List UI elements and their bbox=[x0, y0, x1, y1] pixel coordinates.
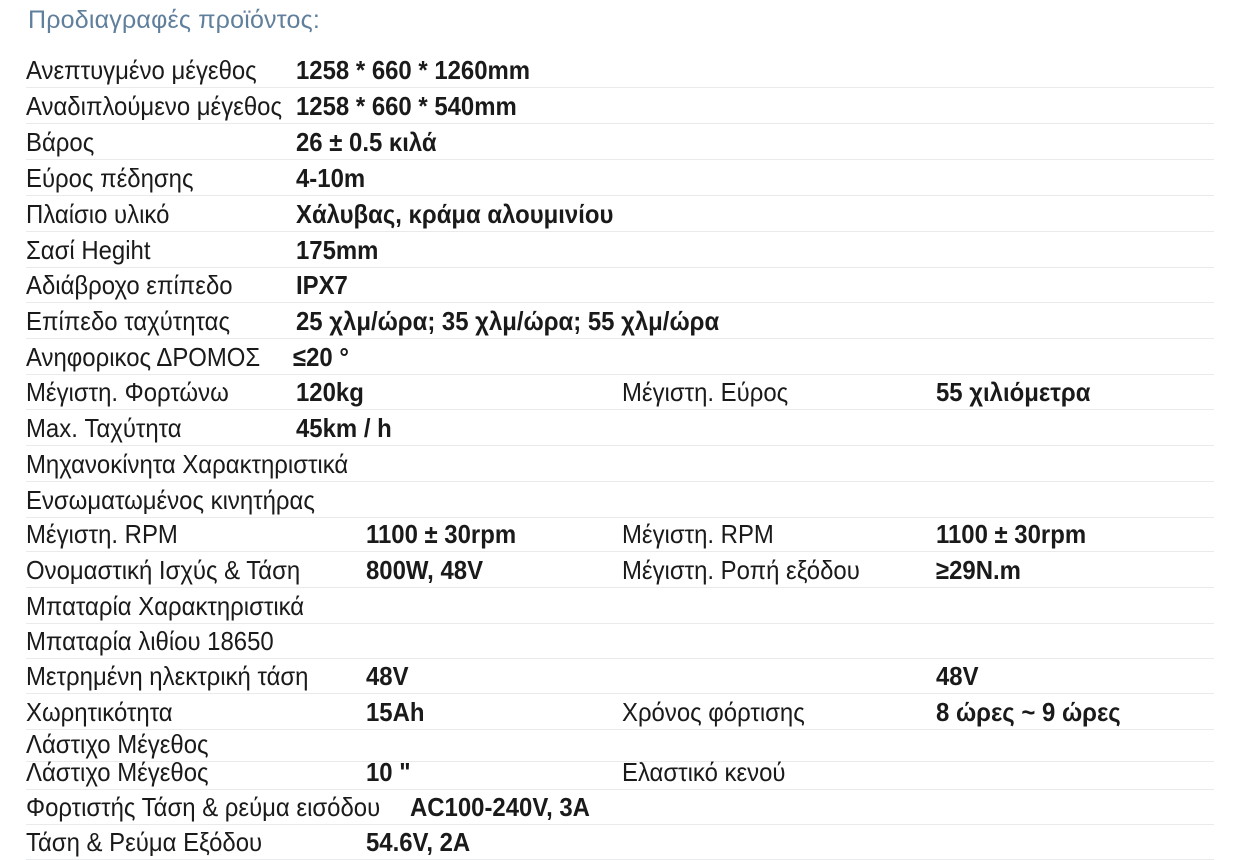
spec-label: Εύρος πέδησης bbox=[26, 163, 194, 193]
spec-label: Ενσωματωμένος κινητήρας bbox=[26, 485, 315, 515]
spec-value: 10 " bbox=[366, 757, 411, 787]
spec-row bbox=[26, 553, 1214, 588]
spec-label: Φορτιστής Τάση & ρεύμα εισόδου bbox=[26, 792, 381, 822]
spec-value: 15Ah bbox=[366, 697, 425, 727]
spec-row bbox=[26, 304, 1214, 339]
spec-label: Μηχανοκίνητα Χαρακτηριστικά bbox=[26, 449, 349, 479]
spec-row bbox=[26, 624, 1214, 659]
spec-value-secondary: 8 ώρες ~ 9 ώρες bbox=[936, 697, 1121, 727]
spec-value: 1100 ± 30rpm bbox=[366, 519, 517, 549]
spec-label: Ονομαστική Ισχύς & Τάση bbox=[26, 555, 301, 585]
spec-value: 4-10m bbox=[296, 163, 366, 193]
spec-value: 120kg bbox=[296, 377, 364, 407]
spec-row bbox=[26, 589, 1214, 624]
spec-row bbox=[26, 340, 1214, 375]
spec-value: 48V bbox=[366, 661, 409, 691]
spec-label: Αναδιπλούμενο μέγεθος bbox=[26, 91, 282, 121]
spec-label: Max. Ταχύτητα bbox=[26, 413, 182, 443]
spec-row bbox=[26, 268, 1214, 303]
spec-label-secondary: Χρόνος φόρτισης bbox=[622, 697, 805, 727]
spec-row bbox=[26, 89, 1214, 124]
spec-row bbox=[26, 197, 1214, 232]
spec-row bbox=[26, 790, 1214, 825]
spec-value: 45km / h bbox=[296, 413, 392, 443]
spec-label: Επίπεδο ταχύτητας bbox=[26, 306, 231, 336]
spec-row bbox=[26, 447, 1214, 482]
spec-label: Μπαταρία λιθίου 18650 bbox=[26, 626, 274, 656]
spec-value: 175mm bbox=[296, 235, 379, 265]
spec-value: 1258 * 660 * 540mm bbox=[296, 91, 517, 121]
spec-row bbox=[26, 53, 1214, 88]
spec-label: Μπαταρία Χαρακτηριστικά bbox=[26, 591, 305, 621]
spec-row bbox=[26, 517, 1214, 552]
spec-row bbox=[26, 483, 1214, 518]
spec-row bbox=[26, 659, 1214, 694]
spec-row bbox=[26, 125, 1214, 160]
spec-value: Χάλυβας, κράμα αλουμινίου bbox=[296, 199, 614, 229]
spec-value: ≤20 ° bbox=[293, 342, 349, 372]
spec-label-secondary: Μέγιστη. RPM bbox=[622, 519, 774, 549]
spec-label: Χωρητικότητα bbox=[26, 697, 173, 727]
spec-label-secondary: Μέγιστη. Ροπή εξόδου bbox=[622, 555, 860, 585]
spec-value: AC100-240V, 3A bbox=[410, 792, 590, 822]
spec-label: Αδιάβροχο επίπεδο bbox=[26, 270, 233, 300]
spec-row bbox=[26, 755, 1214, 790]
spec-value-secondary: ≥29N.m bbox=[936, 555, 1021, 585]
spec-value: 54.6V, 2A bbox=[366, 827, 471, 857]
spec-label: Ανεπτυγμένο μέγεθος bbox=[26, 55, 257, 85]
spec-label: Λάστιχο Μέγεθος bbox=[26, 757, 209, 787]
spec-row bbox=[26, 161, 1214, 196]
spec-label: Μέγιστη. Φορτώνω bbox=[26, 377, 229, 407]
spec-value-secondary: 55 χιλιόμετρα bbox=[936, 377, 1091, 407]
spec-label-secondary: Μέγιστη. Εύρος bbox=[622, 377, 789, 407]
spec-row bbox=[26, 233, 1214, 268]
spec-value: 25 χλμ/ώρα; 35 χλμ/ώρα; 55 χλμ/ώρα bbox=[296, 306, 720, 336]
spec-label: Τάση & Ρεύμα Εξόδου bbox=[26, 827, 263, 857]
spec-label: Μετρημένη ηλεκτρική τάση bbox=[26, 661, 309, 691]
spec-value-secondary: 1100 ± 30rpm bbox=[936, 519, 1087, 549]
spec-value: 26 ± 0.5 κιλά bbox=[296, 127, 437, 157]
spec-label-secondary: Ελαστικό κενού bbox=[622, 757, 786, 787]
page-title: Προδιαγραφές προϊόντος: bbox=[28, 6, 320, 34]
spec-label: Λάστιχο Μέγεθος bbox=[26, 729, 209, 759]
spec-label: Μέγιστη. RPM bbox=[26, 519, 178, 549]
spec-value: IPX7 bbox=[296, 270, 348, 300]
spec-value-secondary: 48V bbox=[936, 661, 979, 691]
spec-row bbox=[26, 375, 1214, 410]
spec-label: Βάρος bbox=[26, 127, 95, 157]
spec-value: 800W, 48V bbox=[366, 555, 484, 585]
spec-row bbox=[26, 411, 1214, 446]
spec-label: Ανηφορικος ΔΡΟΜΟΣ bbox=[26, 342, 261, 372]
spec-row bbox=[26, 695, 1214, 730]
spec-value: 1258 * 660 * 1260mm bbox=[296, 55, 531, 85]
spec-label: Σασί Hegiht bbox=[26, 235, 151, 265]
spec-row bbox=[26, 825, 1214, 860]
spec-label: Πλαίσιο υλικό bbox=[26, 199, 170, 229]
